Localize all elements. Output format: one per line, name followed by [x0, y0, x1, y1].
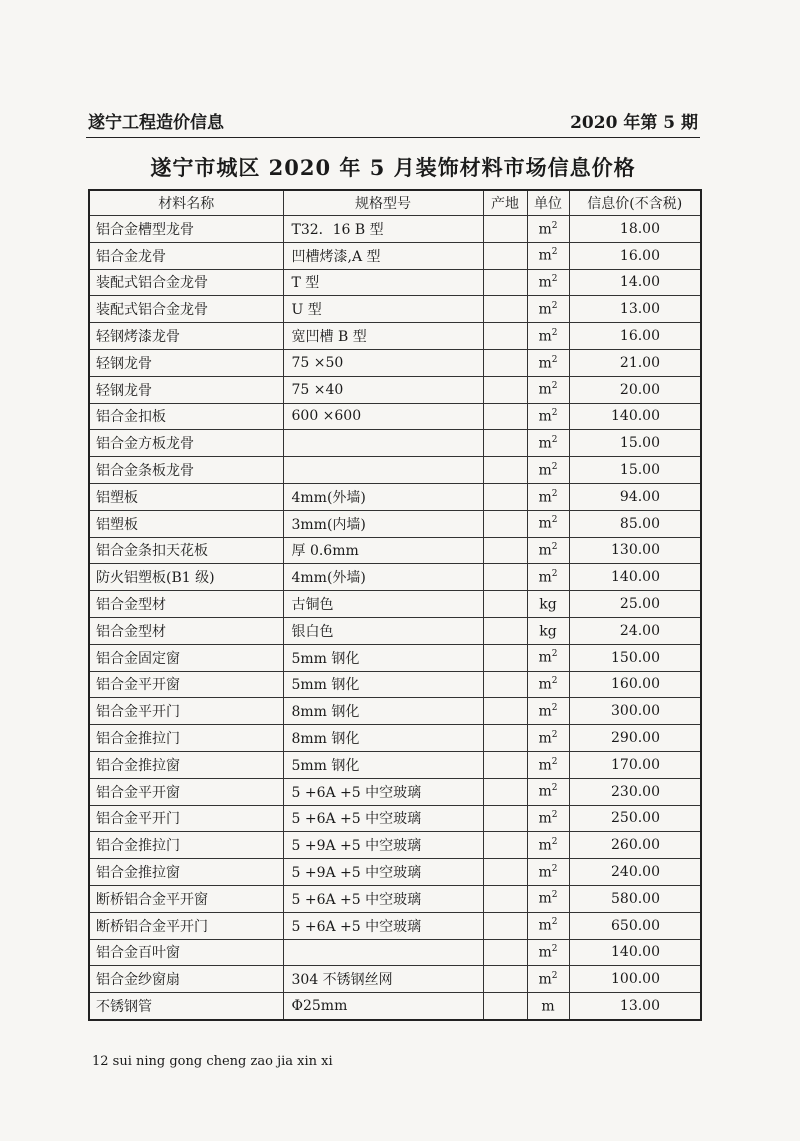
material-name-cell: 铝合金扣板 [89, 403, 283, 430]
table-row [89, 859, 701, 886]
unit-cell [527, 269, 569, 296]
spec-cell: T 型 [283, 269, 483, 296]
unit-cell [527, 457, 569, 484]
origin-cell [483, 349, 527, 376]
table-row [89, 430, 701, 457]
table-row [89, 269, 701, 296]
material-name-cell: 铝塑板 [89, 510, 283, 537]
price-cell: 13.00 [569, 993, 701, 1020]
price-cell: 580.00 [569, 885, 701, 912]
table-header-row [89, 190, 701, 216]
unit-value: m [538, 382, 552, 398]
unit-cell [527, 242, 569, 269]
table-row [89, 537, 701, 564]
table-body [89, 216, 701, 1020]
unit-value: m [538, 703, 552, 720]
unit-cell [527, 617, 569, 644]
spec-cell: 8mm 钢化 [283, 698, 483, 725]
unit-exponent: 2 [551, 542, 558, 553]
unit-cell [527, 537, 569, 564]
unit-cell [527, 564, 569, 591]
spec-cell: 银白色 [283, 617, 483, 644]
unit-value: m [538, 462, 552, 479]
material-name-cell: 铝合金固定窗 [89, 644, 283, 671]
unit-value: m [538, 676, 552, 693]
unit-exponent: 2 [551, 649, 558, 660]
column-header-unit: 单位 [527, 190, 569, 216]
unit-cell [527, 510, 569, 537]
origin-cell [483, 778, 527, 805]
unit-value: m [538, 328, 552, 345]
price-cell: 15.00 [569, 430, 701, 457]
material-name-cell: 铝合金龙骨 [89, 242, 283, 269]
price-cell: 230.00 [569, 778, 701, 805]
spec-cell: 5 +6A +5 中空玻璃 [283, 912, 483, 939]
unit-value: m [538, 864, 552, 881]
table-row [89, 698, 701, 725]
spec-cell: Φ25mm [283, 993, 483, 1020]
spec-cell: 75 ×50 [283, 349, 483, 376]
price-cell: 100.00 [569, 966, 701, 993]
unit-exponent: 2 [551, 515, 558, 526]
spec-cell: 厚 0.6mm [283, 537, 483, 564]
price-cell: 16.00 [569, 323, 701, 350]
material-name-cell: 铝合金型材 [89, 591, 283, 618]
unit-exponent: 2 [551, 568, 558, 579]
unit-value: m [538, 435, 552, 452]
price-cell: 13.00 [569, 296, 701, 323]
origin-cell [483, 376, 527, 403]
origin-cell [483, 993, 527, 1020]
material-name-cell: 装配式铝合金龙骨 [89, 269, 283, 296]
unit-value: m [538, 248, 552, 265]
spec-cell: 凹槽烤漆,A 型 [283, 242, 483, 269]
unit-exponent: 2 [551, 381, 558, 392]
origin-cell [483, 859, 527, 886]
material-name-cell: 铝合金推拉窗 [89, 751, 283, 778]
spec-cell [283, 457, 483, 484]
material-name-cell: 轻钢龙骨 [89, 349, 283, 376]
spec-cell: 75 ×40 [283, 376, 483, 403]
origin-cell [483, 323, 527, 350]
table-row [89, 510, 701, 537]
table-row [89, 832, 701, 859]
origin-cell [483, 510, 527, 537]
unit-value: m [538, 810, 552, 827]
unit-value: m [538, 301, 552, 318]
unit-value: m [538, 489, 552, 506]
price-cell: 85.00 [569, 510, 701, 537]
material-name-cell: 装配式铝合金龙骨 [89, 296, 283, 323]
unit-exponent: 2 [551, 944, 558, 955]
price-cell: 15.00 [569, 457, 701, 484]
material-name-cell: 铝合金推拉窗 [89, 859, 283, 886]
spec-cell: 5 +6A +5 中空玻璃 [283, 885, 483, 912]
table-row [89, 751, 701, 778]
origin-cell [483, 939, 527, 966]
material-name-cell: 铝合金纱窗扇 [89, 966, 283, 993]
table-row [89, 403, 701, 430]
origin-cell [483, 617, 527, 644]
unit-value: m [538, 891, 552, 908]
material-name-cell: 铝塑板 [89, 483, 283, 510]
unit-exponent: 2 [551, 863, 558, 874]
origin-cell [483, 832, 527, 859]
origin-cell [483, 644, 527, 671]
spec-cell: 宽凹槽 B 型 [283, 323, 483, 350]
table-row [89, 564, 701, 591]
material-name-cell: 铝合金型材 [89, 617, 283, 644]
unit-exponent: 2 [551, 917, 558, 928]
price-cell: 240.00 [569, 859, 701, 886]
spec-cell: 5 +6A +5 中空玻璃 [283, 778, 483, 805]
spec-cell: 3mm(内墙) [283, 510, 483, 537]
unit-exponent: 2 [551, 461, 558, 472]
origin-cell [483, 725, 527, 752]
unit-exponent: 2 [551, 488, 558, 499]
unit-exponent: 2 [551, 702, 558, 713]
material-name-cell: 铝合金方板龙骨 [89, 430, 283, 457]
unit-cell [527, 376, 569, 403]
price-cell: 650.00 [569, 912, 701, 939]
unit-cell [527, 993, 569, 1020]
page-title: 遂宁市城区 2020 年 5 月装饰材料市场信息价格 [150, 155, 636, 180]
spec-cell: 5mm 钢化 [283, 671, 483, 698]
unit-exponent: 2 [551, 783, 558, 794]
price-cell: 140.00 [569, 564, 701, 591]
origin-cell [483, 591, 527, 618]
origin-cell [483, 805, 527, 832]
unit-value: kg [539, 623, 557, 640]
spec-cell: 5 +6A +5 中空玻璃 [283, 805, 483, 832]
material-name-cell: 防火铝塑板(B1 级) [89, 564, 283, 591]
unit-cell [527, 671, 569, 698]
material-name-cell: 断桥铝合金平开窗 [89, 885, 283, 912]
column-header-price: 信息价(不含税) [569, 190, 701, 216]
unit-cell [527, 859, 569, 886]
journal-title: 遂宁工程造价信息 [88, 113, 224, 133]
price-cell: 170.00 [569, 751, 701, 778]
material-name-cell: 不锈钢管 [89, 993, 283, 1020]
issue-number: 2020 年第 5 期 [570, 113, 698, 133]
table-row [89, 993, 701, 1020]
price-cell: 24.00 [569, 617, 701, 644]
unit-cell [527, 805, 569, 832]
table-row [89, 376, 701, 403]
spec-cell: 4mm(外墙) [283, 564, 483, 591]
unit-cell [527, 430, 569, 457]
price-cell: 150.00 [569, 644, 701, 671]
unit-cell [527, 725, 569, 752]
table-row [89, 216, 701, 243]
unit-value: m [538, 569, 552, 586]
material-name-cell: 铝合金槽型龙骨 [89, 216, 283, 243]
spec-cell [283, 939, 483, 966]
unit-value: m [541, 998, 555, 1015]
unit-value: m [538, 730, 552, 747]
header-divider [86, 137, 700, 138]
price-cell: 130.00 [569, 537, 701, 564]
unit-exponent: 2 [551, 756, 558, 767]
unit-value: m [538, 757, 552, 774]
unit-value: kg [539, 596, 557, 613]
price-cell: 21.00 [569, 349, 701, 376]
unit-value: m [538, 783, 552, 800]
unit-value: m [538, 274, 552, 291]
material-name-cell: 铝合金平开窗 [89, 671, 283, 698]
unit-cell [527, 698, 569, 725]
origin-cell [483, 966, 527, 993]
table-row [89, 725, 701, 752]
column-header-spec: 规格型号 [283, 190, 483, 216]
spec-cell: 8mm 钢化 [283, 725, 483, 752]
unit-exponent: 2 [551, 836, 558, 847]
table-row [89, 457, 701, 484]
spec-cell: 4mm(外墙) [283, 483, 483, 510]
table-row [89, 591, 701, 618]
price-cell: 290.00 [569, 725, 701, 752]
price-table [88, 189, 702, 1021]
table-row [89, 778, 701, 805]
material-name-cell: 轻钢烤漆龙骨 [89, 323, 283, 350]
spec-cell: 5mm 钢化 [283, 644, 483, 671]
spec-cell: 5mm 钢化 [283, 751, 483, 778]
unit-value: m [538, 515, 552, 532]
spec-cell: 600 ×600 [283, 403, 483, 430]
column-header-origin: 产地 [483, 190, 527, 216]
material-name-cell: 断桥铝合金平开门 [89, 912, 283, 939]
unit-exponent: 2 [551, 247, 558, 258]
origin-cell [483, 885, 527, 912]
spec-cell: 古铜色 [283, 591, 483, 618]
spec-cell [283, 430, 483, 457]
column-header-name: 材料名称 [89, 190, 283, 216]
price-cell: 300.00 [569, 698, 701, 725]
unit-value: m [538, 408, 552, 425]
unit-cell [527, 216, 569, 243]
unit-cell [527, 778, 569, 805]
unit-exponent: 2 [551, 890, 558, 901]
unit-exponent: 2 [551, 354, 558, 365]
unit-cell [527, 912, 569, 939]
origin-cell [483, 537, 527, 564]
unit-cell [527, 644, 569, 671]
table-row [89, 242, 701, 269]
origin-cell [483, 216, 527, 243]
unit-cell [527, 483, 569, 510]
unit-cell [527, 591, 569, 618]
material-name-cell: 铝合金条板龙骨 [89, 457, 283, 484]
unit-exponent: 2 [551, 729, 558, 740]
origin-cell [483, 269, 527, 296]
table-row [89, 966, 701, 993]
material-name-cell: 铝合金平开门 [89, 698, 283, 725]
spec-cell: 304 不锈钢丝网 [283, 966, 483, 993]
unit-cell [527, 939, 569, 966]
material-name-cell: 铝合金平开门 [89, 805, 283, 832]
unit-cell [527, 349, 569, 376]
material-name-cell: 铝合金平开窗 [89, 778, 283, 805]
table-row [89, 939, 701, 966]
price-cell: 20.00 [569, 376, 701, 403]
unit-cell [527, 323, 569, 350]
origin-cell [483, 457, 527, 484]
unit-exponent: 2 [551, 810, 558, 821]
unit-exponent: 2 [551, 970, 558, 981]
table-row [89, 805, 701, 832]
price-cell: 260.00 [569, 832, 701, 859]
unit-exponent: 2 [551, 434, 558, 445]
table-row [89, 671, 701, 698]
material-name-cell: 铝合金百叶窗 [89, 939, 283, 966]
price-cell: 140.00 [569, 939, 701, 966]
unit-exponent: 2 [551, 300, 558, 311]
price-cell: 250.00 [569, 805, 701, 832]
origin-cell [483, 483, 527, 510]
unit-cell [527, 296, 569, 323]
material-name-cell: 铝合金推拉门 [89, 832, 283, 859]
price-cell: 25.00 [569, 591, 701, 618]
table-row [89, 296, 701, 323]
spec-cell: T32．16 B 型 [283, 216, 483, 243]
unit-exponent: 2 [551, 676, 558, 687]
origin-cell [483, 671, 527, 698]
price-cell: 160.00 [569, 671, 701, 698]
page-footer: 12 sui ning gong cheng zao jia xin xi [92, 1054, 333, 1069]
price-cell: 16.00 [569, 242, 701, 269]
unit-cell [527, 832, 569, 859]
origin-cell [483, 564, 527, 591]
unit-value: m [538, 917, 552, 934]
unit-cell [527, 751, 569, 778]
table-row [89, 912, 701, 939]
table-row [89, 349, 701, 376]
origin-cell [483, 430, 527, 457]
origin-cell [483, 912, 527, 939]
spec-cell: 5 +9A +5 中空玻璃 [283, 832, 483, 859]
table-row [89, 483, 701, 510]
material-name-cell: 轻钢龙骨 [89, 376, 283, 403]
price-cell: 14.00 [569, 269, 701, 296]
spec-cell: 5 +9A +5 中空玻璃 [283, 859, 483, 886]
unit-exponent: 2 [551, 274, 558, 285]
material-name-cell: 铝合金条扣天花板 [89, 537, 283, 564]
origin-cell [483, 403, 527, 430]
unit-cell [527, 966, 569, 993]
unit-value: m [538, 837, 552, 854]
price-cell: 94.00 [569, 483, 701, 510]
origin-cell [483, 296, 527, 323]
price-cell: 18.00 [569, 216, 701, 243]
unit-value: m [538, 355, 552, 372]
material-name-cell: 铝合金推拉门 [89, 725, 283, 752]
price-cell: 140.00 [569, 403, 701, 430]
origin-cell [483, 242, 527, 269]
table-row [89, 617, 701, 644]
origin-cell [483, 698, 527, 725]
unit-exponent: 2 [551, 327, 558, 338]
running-header [88, 108, 698, 133]
table-row [89, 885, 701, 912]
unit-value: m [538, 971, 552, 988]
unit-value: m [538, 944, 552, 961]
origin-cell [483, 751, 527, 778]
unit-exponent: 2 [551, 408, 558, 419]
table-row [89, 323, 701, 350]
unit-value: m [538, 542, 552, 559]
unit-exponent: 2 [551, 220, 558, 231]
unit-cell [527, 403, 569, 430]
spec-cell: U 型 [283, 296, 483, 323]
unit-value: m [538, 649, 552, 666]
unit-cell [527, 885, 569, 912]
table-row [89, 644, 701, 671]
unit-value: m [538, 221, 552, 238]
